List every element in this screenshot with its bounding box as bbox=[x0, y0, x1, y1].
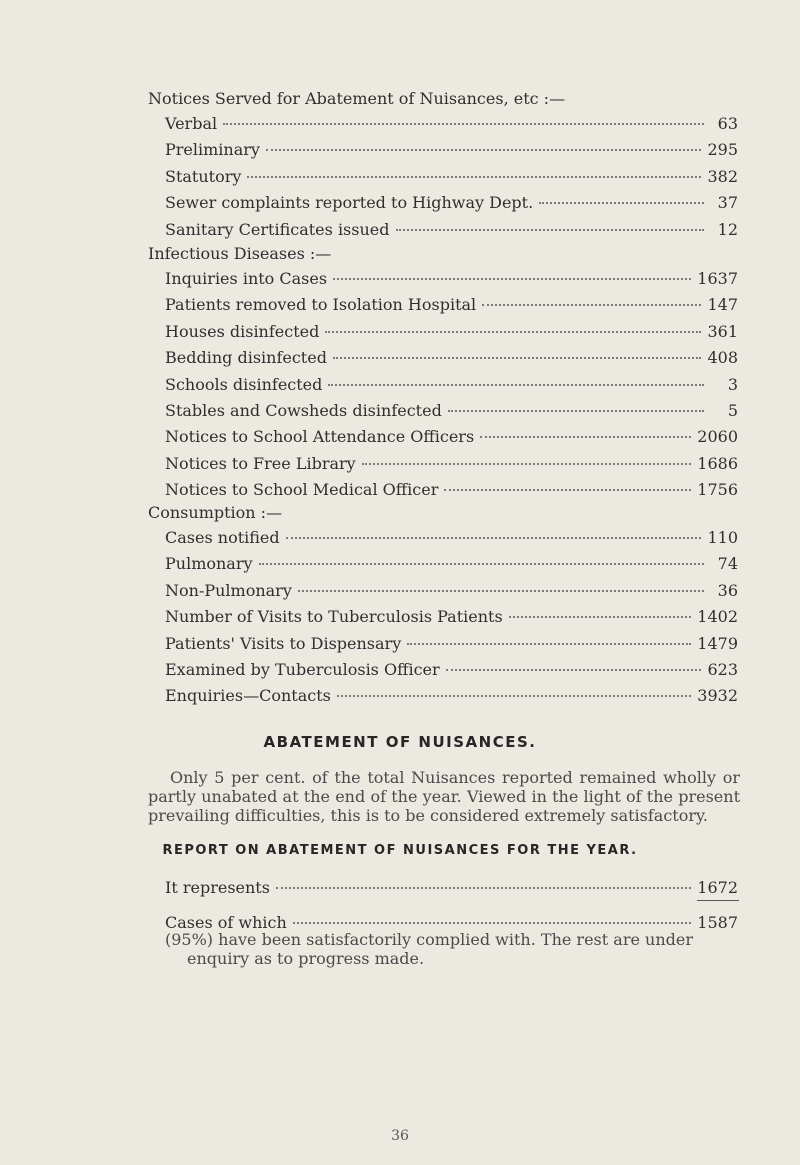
item-label: Verbal bbox=[165, 114, 218, 133]
item-value: 74 bbox=[717, 554, 738, 574]
dot-leader bbox=[286, 521, 702, 539]
item-label: Cases notified bbox=[165, 528, 280, 547]
notices-list bbox=[165, 111, 738, 243]
represents-value: 1672 bbox=[697, 878, 738, 897]
abatement-title: ABATEMENT OF NUISANCES. bbox=[263, 733, 537, 751]
dot-leader bbox=[328, 368, 704, 386]
item-label: Patients removed to Isolation Hospital bbox=[165, 295, 477, 315]
cases-label: Cases of which bbox=[165, 913, 287, 932]
dot-leader bbox=[259, 547, 704, 565]
item-label: Notices to School Medical Officer bbox=[165, 480, 439, 500]
dot-leader bbox=[448, 394, 704, 412]
item-label: Schools disinfected bbox=[165, 374, 323, 394]
dot-leader bbox=[407, 627, 691, 645]
item-value: 63 bbox=[717, 114, 738, 133]
item-label: Sewer complaints reported to Highway Dept. bbox=[165, 193, 534, 213]
abatement-paragraph: Only 5 per cent. of the total Nuisances reported remained wholly or partly unabated at the end of the year. Viewed in the light of the present prevailing difficulties, this is to be considered extremely satisfactory. bbox=[148, 768, 740, 825]
dot-leader bbox=[482, 288, 701, 306]
item-value: 1637 bbox=[697, 269, 738, 288]
item-label: Stables and Cowsheds disinfected bbox=[165, 400, 442, 420]
infectious-diseases-heading: Infectious Diseases :— bbox=[148, 244, 332, 263]
item-label: Notices to School Attendance Officers bbox=[165, 427, 475, 447]
item-value: 1402 bbox=[697, 607, 738, 627]
item-label: Statutory bbox=[165, 166, 242, 186]
dot-leader bbox=[247, 160, 701, 178]
page-number: 36 bbox=[391, 1128, 409, 1144]
notices-heading: Notices Served for Abatement of Nuisances, etc :— bbox=[148, 89, 566, 108]
item-value: 382 bbox=[707, 166, 738, 186]
item-value: 5 bbox=[727, 400, 738, 420]
item-label: Notices to Free Library bbox=[165, 453, 356, 473]
cases-row bbox=[165, 910, 738, 932]
cases-value: 1587 bbox=[697, 913, 738, 932]
item-value: 37 bbox=[717, 193, 738, 213]
item-value: 147 bbox=[707, 295, 738, 315]
sum-rule bbox=[697, 900, 739, 901]
dot-leader bbox=[446, 653, 702, 671]
dot-leader bbox=[396, 213, 705, 231]
infectious-diseases-list bbox=[165, 266, 738, 504]
item-label: Bedding disinfected bbox=[165, 348, 327, 368]
item-value: 1686 bbox=[697, 453, 738, 473]
item-label: Pulmonary bbox=[165, 554, 253, 574]
consumption-heading: Consumption :— bbox=[148, 503, 283, 522]
dot-leader bbox=[337, 679, 691, 697]
item-label: Patients' Visits to Dispensary bbox=[165, 633, 402, 653]
dot-leader bbox=[223, 107, 704, 125]
item-value: 295 bbox=[707, 140, 738, 160]
item-value: 623 bbox=[707, 659, 738, 679]
dot-leader bbox=[362, 447, 692, 465]
represents-label: It represents bbox=[165, 878, 270, 897]
item-value: 1756 bbox=[697, 480, 738, 500]
dot-leader bbox=[325, 315, 701, 333]
item-value: 110 bbox=[707, 528, 738, 547]
item-value: 1479 bbox=[697, 633, 738, 653]
dot-leader bbox=[509, 600, 692, 618]
dot-leader bbox=[539, 186, 704, 204]
dot-leader bbox=[276, 871, 691, 889]
item-value: 361 bbox=[707, 321, 738, 341]
represents-row bbox=[165, 875, 738, 897]
list-item bbox=[165, 683, 738, 709]
item-label: Enquiries—Contacts bbox=[165, 686, 331, 706]
report-note-line-1: (95%) have been satisfactorily complied with. The rest are under bbox=[165, 930, 693, 949]
item-value: 2060 bbox=[697, 427, 738, 447]
dot-leader bbox=[293, 906, 692, 924]
item-label: Houses disinfected bbox=[165, 321, 320, 341]
item-label: Non-Pulmonary bbox=[165, 580, 292, 600]
consumption-list bbox=[165, 525, 738, 710]
item-value: 36 bbox=[717, 580, 738, 600]
list-item bbox=[165, 477, 738, 503]
report-title: REPORT ON ABATEMENT OF NUISANCES FOR THE YEAR. bbox=[162, 843, 638, 858]
dot-leader bbox=[298, 574, 704, 592]
dot-leader bbox=[333, 341, 702, 359]
report-note-line-2: enquiry as to progress made. bbox=[187, 949, 425, 968]
list-item bbox=[165, 217, 738, 243]
dot-leader bbox=[480, 420, 691, 438]
item-label: Inquiries into Cases bbox=[165, 269, 328, 288]
item-value: 3932 bbox=[697, 686, 738, 706]
item-label: Number of Visits to Tuberculosis Patients bbox=[165, 607, 503, 627]
item-label: Examined by Tuberculosis Officer bbox=[165, 659, 440, 679]
dot-leader bbox=[444, 473, 691, 491]
item-value: 3 bbox=[727, 374, 738, 394]
item-label: Preliminary bbox=[165, 140, 260, 160]
dot-leader bbox=[333, 262, 691, 280]
item-value: 12 bbox=[717, 219, 738, 239]
item-value: 408 bbox=[707, 348, 738, 368]
dot-leader bbox=[266, 133, 702, 151]
item-label: Sanitary Certificates issued bbox=[165, 219, 390, 239]
